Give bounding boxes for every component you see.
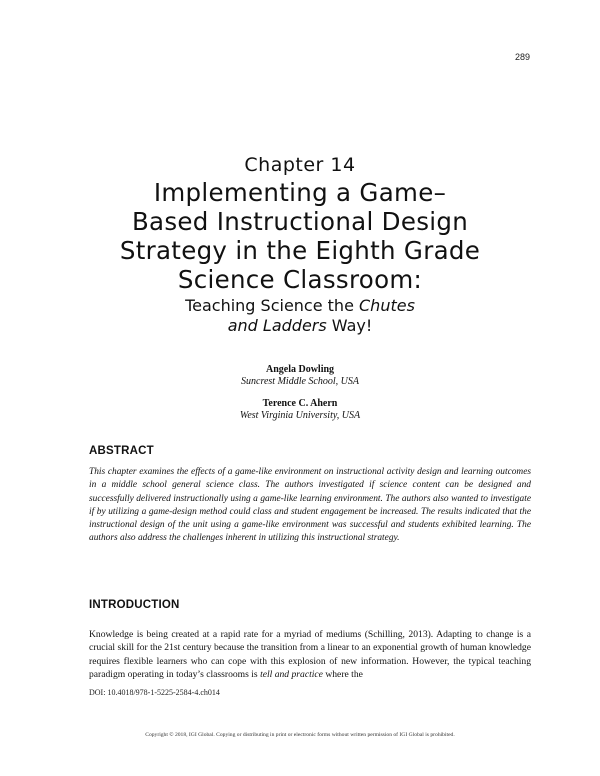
author-block xyxy=(0,398,600,422)
subtitle-line xyxy=(0,296,600,316)
author-name: Terence C. Ahern xyxy=(262,398,338,409)
title-line: Implementing a Game– xyxy=(153,178,447,207)
author-affiliation: West Virginia University, USA xyxy=(239,410,361,421)
page-number: 289 xyxy=(514,52,530,62)
abstract-text: This chapter examines the effects of a game-like environment on instructional activity design and learning outcomes in a middle school general science class. The authors investigated if science content can be designed and successfully delivered instructionally using a game-like learning environment. The authors also wanted to investigate if by utilizing a game-design method could class and student engagement be increased. The results indicated that the instructional design of the unit using a game-like environment was successful and students exhibited learning. The authors also address the challenges inherent in utilizing this instructional strategy. xyxy=(89,467,531,544)
author-block xyxy=(0,364,600,388)
title-line: Science Classroom: xyxy=(177,265,423,294)
abstract-heading: ABSTRACT xyxy=(89,445,154,457)
subtitle-text: Teaching Science the xyxy=(185,296,359,315)
introduction-heading: INTRODUCTION xyxy=(89,599,180,611)
doi-line: DOI: 10.4018/978-1-5225-2584-4.ch014 xyxy=(89,688,220,697)
author-name: Angela Dowling xyxy=(265,364,335,375)
chapter-subtitle xyxy=(0,296,600,336)
author-affiliation: Suncrest Middle School, USA xyxy=(241,376,359,387)
intro-text-part: Knowledge is being created at a rapid rate for a myriad of mediums (Schilling, 2013). Adapting to change is a crucial skill for the 21st century because the transition from a linear to an exponential growth of human knowledge requires flexible learners who can cope with this explosion of new information. However, the typical teaching paradigm operating in today’s classrooms is xyxy=(89,629,531,680)
title-line: Based Instructional Design xyxy=(131,207,469,236)
chapter-title xyxy=(0,178,600,294)
subtitle-text: Way! xyxy=(326,316,373,335)
title-line: Strategy in the Eighth Grade xyxy=(119,236,481,265)
subtitle-italic: and Ladders xyxy=(227,316,327,335)
subtitle-italic: Chutes xyxy=(359,296,415,315)
intro-italic-phrase: tell and practice xyxy=(260,668,323,680)
chapter-label: Chapter 14 xyxy=(244,154,356,176)
introduction-text xyxy=(89,628,531,681)
subtitle-line xyxy=(0,316,600,336)
copyright-notice: Copyright © 2018, IGI Global. Copying or distributing in print or electronic forms without written permission of IGI Global is prohibited. xyxy=(145,732,455,738)
intro-text-part: where the xyxy=(322,668,363,680)
